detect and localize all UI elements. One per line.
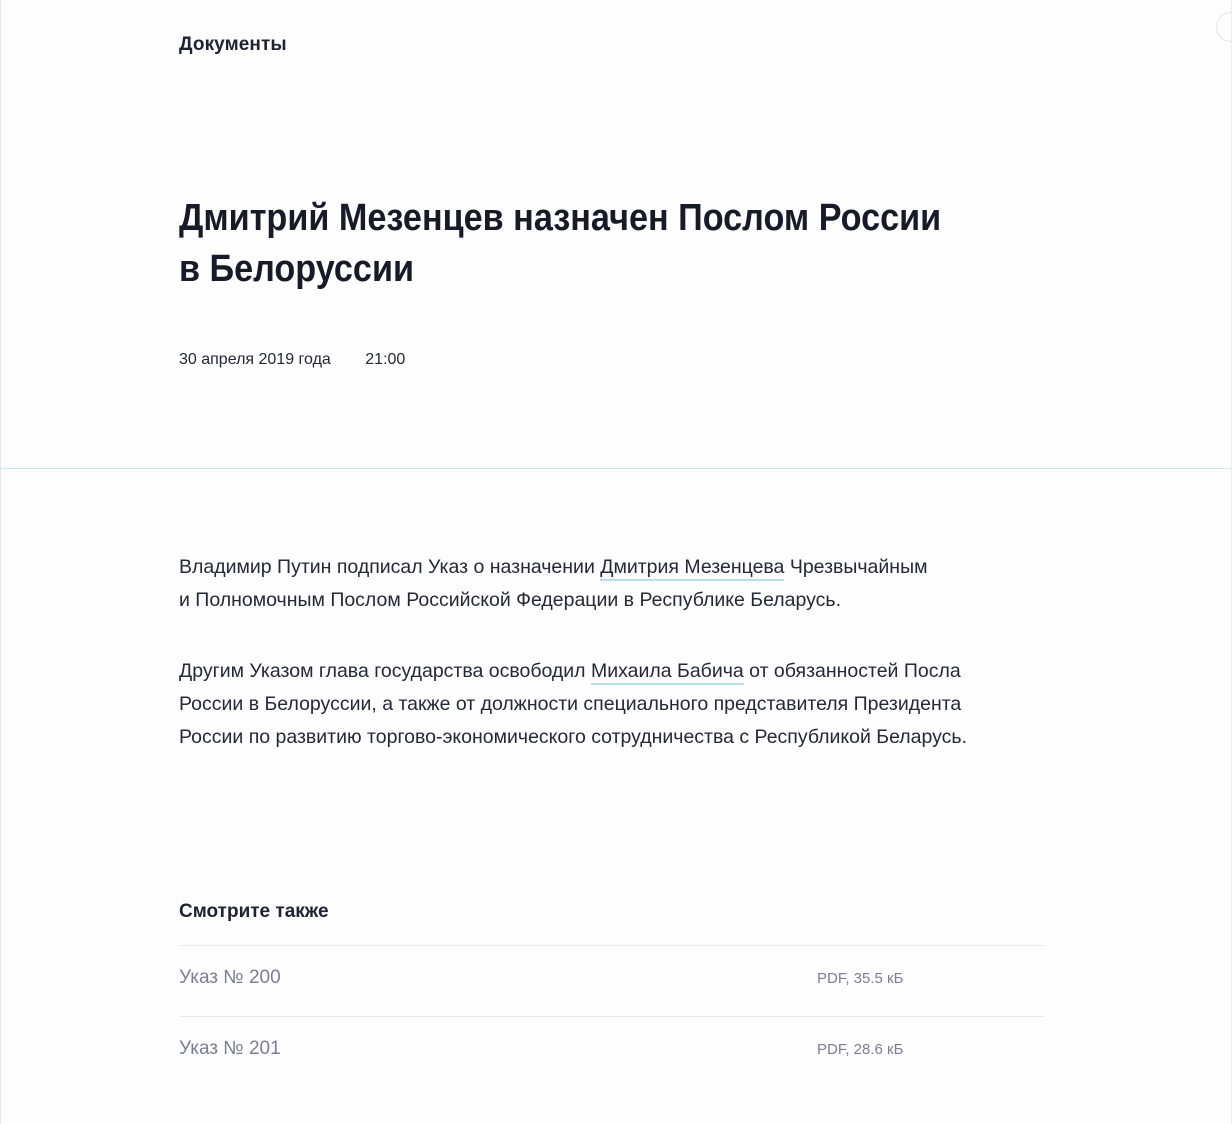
paragraph-line: и Полномочным Послом Российской Федерации в Республике Беларусь. xyxy=(179,589,841,611)
document-item-ukaz-200[interactable] xyxy=(179,945,1045,1016)
document-item-ukaz-201[interactable] xyxy=(179,1016,1045,1087)
document-link[interactable]: Указ № 200 xyxy=(179,967,281,988)
paragraph-text: Чрезвычайным xyxy=(784,556,928,578)
article-time: 21:00 xyxy=(365,351,406,368)
article-title-line-1: Дмитрий Мезенцев назначен Послом России xyxy=(179,197,942,239)
paragraph-text: Другим Указом глава государства освободил xyxy=(179,660,591,682)
paragraph-text: Владимир Путин подписал Указ о назначении xyxy=(179,556,601,578)
article-paragraph-2 xyxy=(179,655,1059,754)
article-meta xyxy=(179,351,405,369)
paragraph-line xyxy=(179,655,1059,688)
document-file-info: PDF, 35.5 кБ xyxy=(817,970,904,987)
person-link-mezentsev[interactable]: Дмитрия Мезенцева xyxy=(600,556,784,581)
article-title xyxy=(179,193,942,295)
paragraph-line xyxy=(179,551,1059,584)
header-divider xyxy=(0,468,1232,469)
document-file-info: PDF, 28.6 кБ xyxy=(817,1041,904,1058)
see-also-heading: Смотрите также xyxy=(179,901,329,922)
circle-icon[interactable] xyxy=(1216,12,1232,42)
document-link[interactable]: Указ № 201 xyxy=(179,1038,281,1059)
article-paragraph-1 xyxy=(179,551,1059,617)
see-also-list xyxy=(179,945,1045,1087)
article-title-line-2: в Белоруссии xyxy=(179,248,414,290)
article-body xyxy=(179,551,1059,792)
article-date: 30 апреля 2019 года xyxy=(179,351,331,368)
person-link-babich[interactable]: Михаила Бабича xyxy=(591,660,744,685)
paragraph-text: от обязанностей Посла xyxy=(743,660,961,682)
paragraph-line: России по развитию торгово-экономического сотрудничества с Республикой Беларусь. xyxy=(179,726,967,748)
page-frame-left xyxy=(0,0,1,1124)
section-link-documents[interactable]: Документы xyxy=(179,34,287,55)
paragraph-line: России в Белоруссии, а также от должности специального представителя Президента xyxy=(179,693,962,715)
